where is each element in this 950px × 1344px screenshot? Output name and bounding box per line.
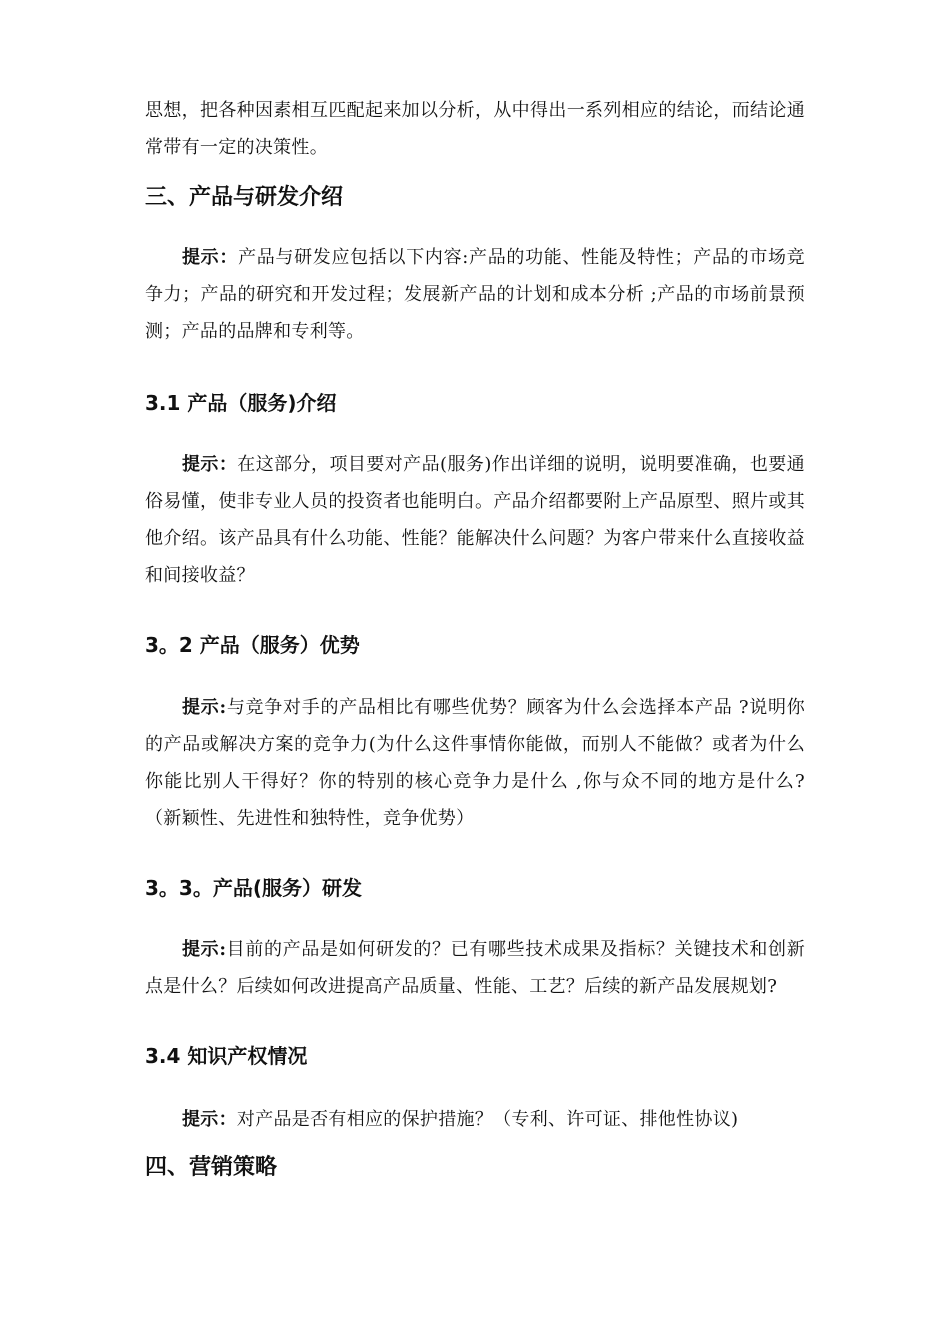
section-3-4-tip-paragraph	[145, 1101, 805, 1138]
tip-label: 提示：	[182, 1109, 237, 1130]
section-3-heading: 三、产品与研发介绍	[145, 185, 344, 210]
tip-text: 对产品是否有相应的保护措施？（专利、许可证、排他性协议)	[236, 1109, 739, 1130]
tip-label: 提示：	[182, 247, 239, 268]
tip-text: 在这部分，项目要对产品(服务)作出详细的说明，说明要准确，也要通俗易懂，使非专业人员的投资者也能明白。产品介绍都要附上产品原型、照片或其他介绍。该产品具有什么功能、性能？能解决什么问题？为客户带来什么直接收益和间接收益？	[145, 454, 805, 586]
section-3-2-heading: 3。2 产品（服务）优势	[145, 633, 360, 657]
section-3-tip-paragraph	[145, 239, 805, 350]
tip-text: 目前的产品是如何研发的？已有哪些技术成果及指标？关键技术和创新点是什么？后续如何改进提高产品质量、性能、工艺？后续的新产品发展规划?	[145, 939, 805, 997]
section-3-4-heading: 3.4 知识产权情况	[145, 1044, 308, 1068]
section-3-1-heading: 3.1 产品（服务)介绍	[145, 391, 337, 415]
intro-paragraph: 思想，把各种因素相互匹配起来加以分析，从中得出一系列相应的结论，而结论通常带有一定的决策性。	[145, 100, 805, 158]
tip-label: 提示：	[182, 454, 238, 475]
tip-label: 提示:	[182, 939, 227, 960]
tip-label: 提示:	[182, 697, 227, 718]
tip-text: 产品与研发应包括以下内容:产品的功能、性能及特性；产品的市场竞争力；产品的研究和开发过程；发展新产品的计划和成本分析 ;产品的市场前景预测；产品的品牌和专利等。	[145, 247, 805, 342]
section-4-heading: 四、营销策略	[145, 1155, 278, 1180]
section-3-1-tip-paragraph	[145, 446, 805, 594]
section-3-3-heading: 3。3。产品(服务）研发	[145, 876, 362, 900]
section-3-2-tip-paragraph	[145, 689, 805, 837]
tip-text: 与竞争对手的产品相比有哪些优势？顾客为什么会选择本产品 ?说明你的产品或解决方案的竞争力(为什么这件事情你能做，而别人不能做？或者为什么你能比别人干得好？你的特别的核心竞争力是什么 ,你与众不同的地方是什么?（新颖性、先进性和独特性，竞争优势）	[145, 697, 806, 829]
section-3-3-tip-paragraph	[145, 931, 805, 1005]
